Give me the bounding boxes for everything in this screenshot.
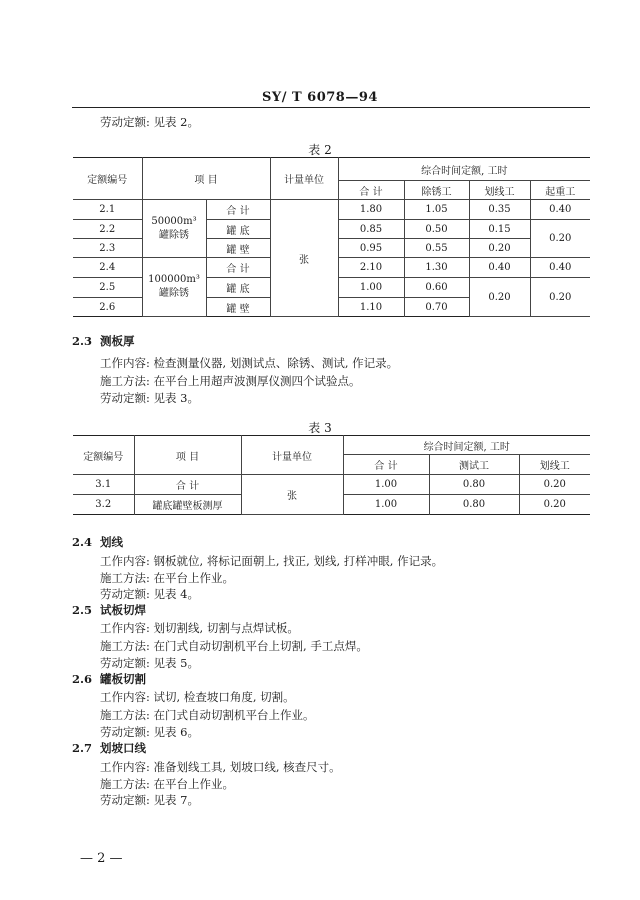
section-number: 2.5: [72, 603, 93, 617]
section-number: 2.7: [72, 741, 93, 755]
group-label-100000: [142, 258, 206, 317]
cell-marking: 0.20: [469, 239, 530, 258]
col-header-marking: 划线工: [519, 455, 590, 475]
cell-total: 1.00: [343, 475, 429, 495]
row-sub: 罐 底: [206, 278, 270, 298]
col-header-rust: 除锈工: [404, 181, 469, 200]
section-2-7-labor: [100, 792, 199, 808]
table-header-row: [73, 436, 590, 455]
work-text: 划切割线, 切割与点焊试板。: [153, 621, 299, 635]
work-text: 试切, 检查坡口角度, 切割。: [153, 690, 295, 704]
method-text: 在平台上用超声波测厚仪测四个试验点。: [153, 374, 361, 388]
table2-caption: 表 2: [308, 143, 332, 157]
col-header-total: 合 计: [338, 181, 404, 200]
row-sub: 合 计: [206, 258, 270, 278]
method-label: 施工方法:: [100, 708, 150, 722]
cell-test: 0.80: [429, 475, 519, 495]
row-code: 3.1: [73, 475, 134, 495]
col-header-marking: 划线工: [469, 181, 530, 200]
labor-text: 见表 2。: [153, 115, 200, 129]
section-2-3-heading: [72, 333, 135, 349]
row-code: 2.5: [73, 278, 142, 298]
section-2-6-heading: [72, 671, 146, 687]
labor-label: 劳动定额:: [100, 725, 150, 739]
section-2-7-heading: [72, 740, 146, 756]
unit-cell: 张: [270, 200, 338, 317]
col-header-item: 项 目: [142, 158, 270, 200]
col-header-unit: 计量单位: [241, 436, 343, 475]
labor-label: 劳动定额:: [100, 391, 150, 405]
row-sub: 罐 底: [206, 220, 270, 239]
col-header-time-group: 综合时间定额, 工时: [338, 158, 590, 181]
row-code: 2.4: [73, 258, 142, 278]
section-2-4-work: [100, 553, 443, 569]
cell-marking-merged: 0.20: [469, 278, 530, 317]
col-header-test: 测试工: [429, 455, 519, 475]
section-2-6-work: [100, 689, 295, 705]
method-label: 施工方法:: [100, 571, 150, 585]
cell-rust: 1.05: [404, 200, 469, 220]
labor-text: 见表 7。: [153, 793, 200, 807]
method-text: 在门式自动切割机平台上切割, 手工点焊。: [153, 639, 368, 653]
section-title: 试板切焊: [100, 603, 147, 617]
method-text: 在平台上作业。: [153, 777, 235, 791]
section-2-7-method: [100, 776, 234, 792]
col-header-time-group: 综合时间定额, 工时: [343, 436, 590, 455]
cell-lifting-merged: 0.20: [530, 278, 590, 317]
cell-total: 2.10: [338, 258, 404, 278]
cell-rust: 0.50: [404, 220, 469, 239]
cell-total: 1.00: [343, 495, 429, 515]
cell-rust: 1.30: [404, 258, 469, 278]
work-text: 准备划线工具, 划坡口线, 核查尺寸。: [153, 760, 341, 774]
col-header-code: 定额编号: [73, 158, 142, 200]
section-2-6-method: [100, 707, 315, 723]
col-header-lifting: 起重工: [530, 181, 590, 200]
row-code: 2.6: [73, 298, 142, 317]
cell-lifting: 0.40: [530, 200, 590, 220]
work-label: 工作内容:: [100, 621, 150, 635]
section-title: 划线: [100, 535, 124, 549]
intro-labor-line: [100, 114, 199, 130]
section-number: 2.4: [72, 535, 93, 549]
group-label-line: 罐除锈: [159, 229, 189, 241]
method-label: 施工方法:: [100, 639, 150, 653]
cell-total: 1.80: [338, 200, 404, 220]
cell-lifting-merged: 0.20: [530, 220, 590, 258]
section-2-5-heading: [72, 602, 146, 618]
group-label-line: 100000m³: [148, 274, 200, 285]
table3-caption: 表 3: [308, 421, 332, 435]
group-label-line: 50000m³: [151, 215, 197, 227]
section-2-5-labor: [100, 655, 199, 671]
section-2-4-heading: [72, 534, 123, 550]
section-2-5-method: [100, 638, 368, 654]
work-text: 检查测量仪器, 划测试点、除锈、测试, 作记录。: [153, 356, 399, 370]
table-3: [73, 435, 590, 515]
section-2-4-labor: [100, 586, 199, 602]
header-rule: [72, 107, 590, 108]
section-title: 测板厚: [100, 334, 135, 348]
labor-text: 见表 4。: [153, 587, 200, 601]
row-item: 罐底罐壁板测厚: [134, 495, 241, 515]
section-2-6-labor: [100, 724, 199, 740]
labor-text: 见表 3。: [153, 391, 200, 405]
standard-code: SY/ T 6078—94: [262, 90, 378, 105]
cell-rust: 0.70: [404, 298, 469, 317]
table-row: [73, 475, 590, 495]
section-2-7-work: [100, 759, 341, 775]
work-text: 钢板就位, 将标记面朝上, 找正, 划线, 打样冲眼, 作记录。: [153, 554, 444, 568]
group-label-line: 罐除锈: [159, 288, 189, 299]
row-code: 2.3: [73, 239, 142, 258]
row-sub: 合 计: [206, 200, 270, 220]
section-2-3-work: [100, 355, 398, 371]
row-item: 合 计: [134, 475, 241, 495]
section-2-5-work: [100, 620, 299, 636]
section-2-4-method: [100, 570, 234, 586]
section-2-3-labor: [100, 390, 199, 406]
method-text: 在门式自动切割机平台上作业。: [153, 708, 315, 722]
cell-marking: 0.15: [469, 220, 530, 239]
method-text: 在平台上作业。: [153, 571, 235, 585]
labor-label: 劳动定额:: [100, 115, 150, 129]
col-header-unit: 计量单位: [270, 158, 338, 200]
work-label: 工作内容:: [100, 356, 150, 370]
col-header-code: 定额编号: [73, 436, 134, 475]
row-code: 2.2: [73, 220, 142, 239]
method-label: 施工方法:: [100, 777, 150, 791]
cell-marking: 0.20: [519, 495, 590, 515]
section-number: 2.3: [72, 334, 93, 348]
cell-total: 1.10: [338, 298, 404, 317]
page-number: — 2 —: [80, 851, 123, 866]
cell-marking: 0.20: [519, 475, 590, 495]
group-label-50000: [142, 200, 206, 258]
cell-rust: 0.60: [404, 278, 469, 298]
cell-total: 0.95: [338, 239, 404, 258]
row-code: 2.1: [73, 200, 142, 220]
work-label: 工作内容:: [100, 554, 150, 568]
cell-total: 1.00: [338, 278, 404, 298]
unit-cell: 张: [241, 475, 343, 515]
labor-text: 见表 5。: [153, 656, 200, 670]
labor-label: 劳动定额:: [100, 793, 150, 807]
method-label: 施工方法:: [100, 374, 150, 388]
labor-label: 劳动定额:: [100, 587, 150, 601]
labor-text: 见表 6。: [153, 725, 200, 739]
table-header-row: [73, 158, 590, 181]
work-label: 工作内容:: [100, 690, 150, 704]
cell-marking: 0.40: [469, 258, 530, 278]
row-code: 3.2: [73, 495, 134, 515]
cell-test: 0.80: [429, 495, 519, 515]
table-2: [73, 157, 590, 317]
section-title: 罐板切割: [100, 672, 147, 686]
work-label: 工作内容:: [100, 760, 150, 774]
cell-lifting: 0.40: [530, 258, 590, 278]
col-header-total: 合 计: [343, 455, 429, 475]
cell-rust: 0.55: [404, 239, 469, 258]
row-sub: 罐 壁: [206, 298, 270, 317]
cell-marking: 0.35: [469, 200, 530, 220]
row-sub: 罐 壁: [206, 239, 270, 258]
section-number: 2.6: [72, 672, 93, 686]
cell-total: 0.85: [338, 220, 404, 239]
col-header-item: 项 目: [134, 436, 241, 475]
labor-label: 劳动定额:: [100, 656, 150, 670]
section-title: 划坡口线: [100, 741, 147, 755]
table-row: [73, 200, 590, 220]
section-2-3-method: [100, 373, 361, 389]
